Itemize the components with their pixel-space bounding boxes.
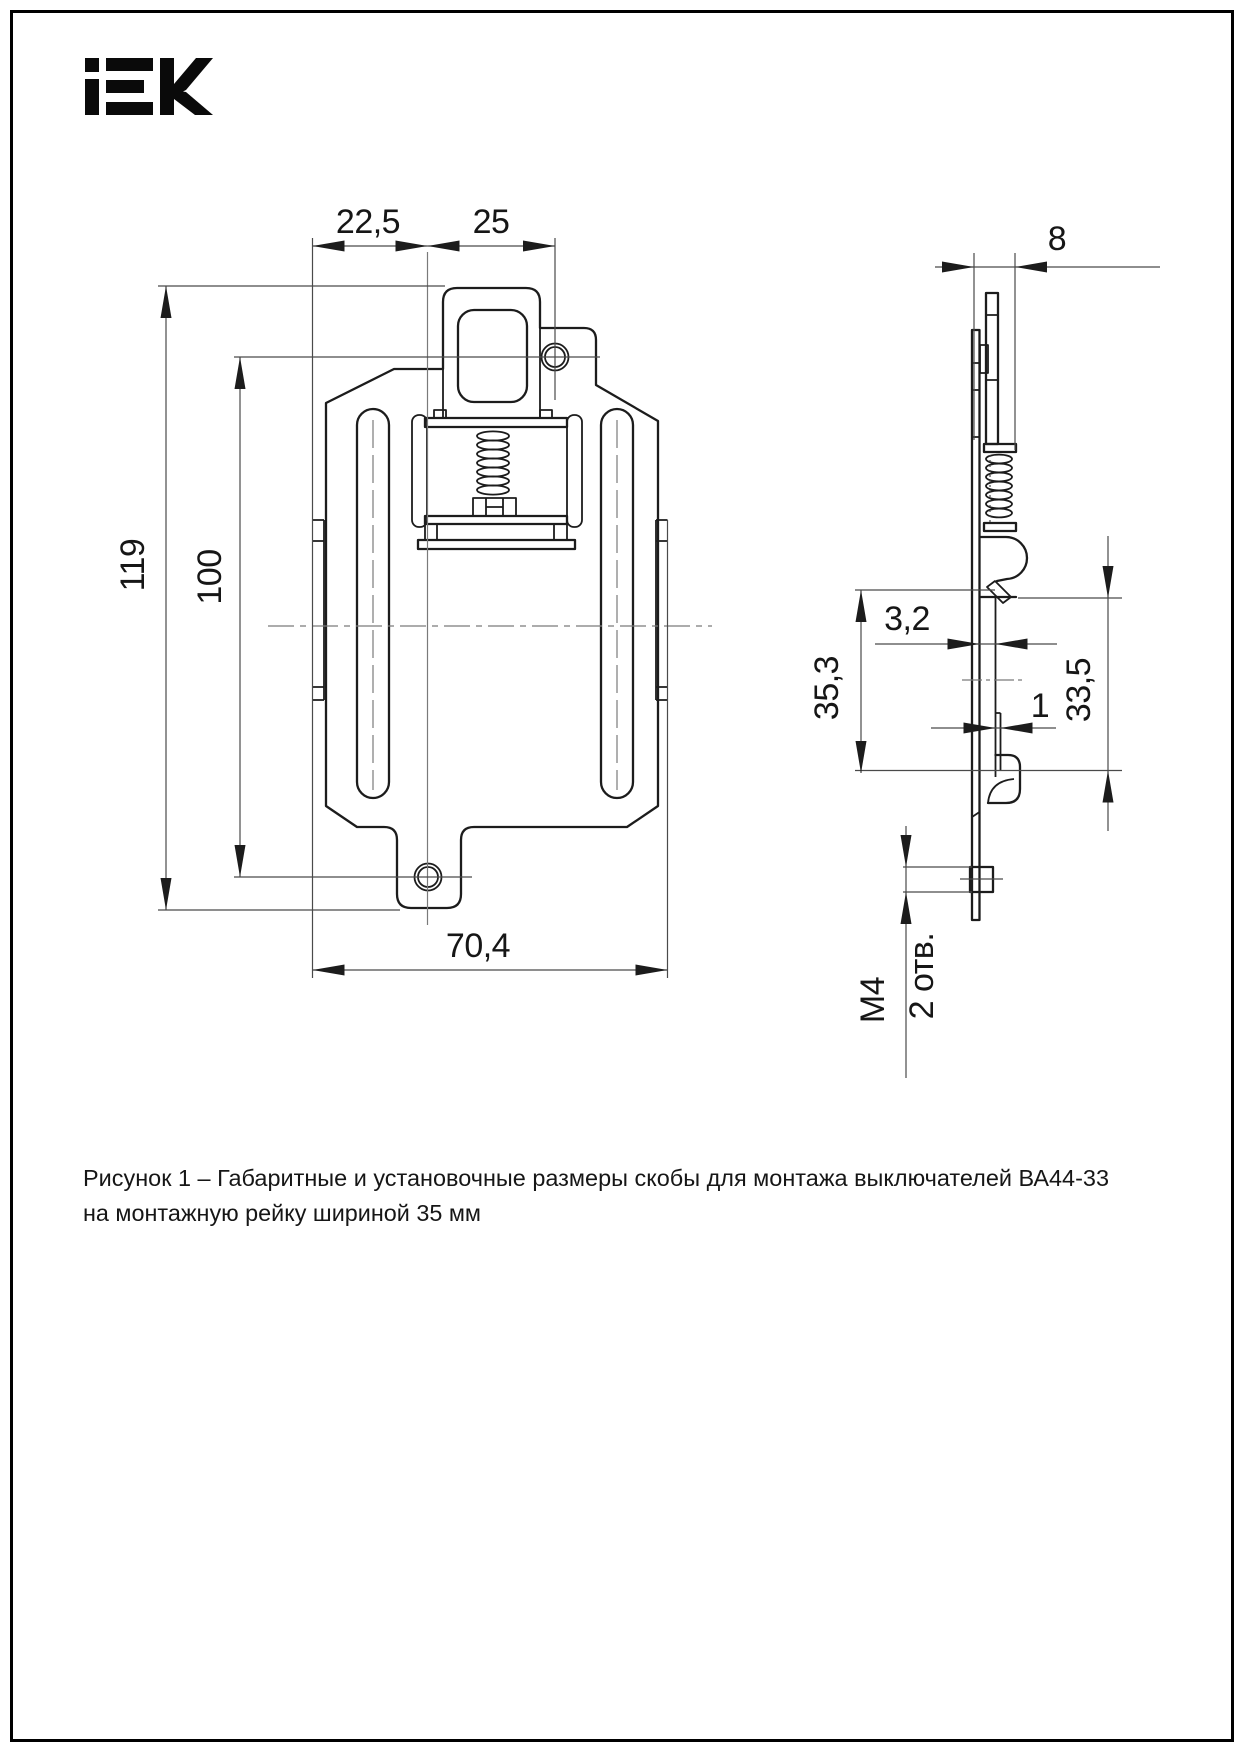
- dim-119-label: 119: [114, 538, 152, 592]
- figure-caption: [83, 1165, 1109, 1226]
- dim-35-3-label: 35,3: [808, 655, 846, 721]
- slot-centerlines: [373, 420, 617, 790]
- front-dimension-arrows: [161, 241, 668, 976]
- page-border: [12, 12, 1233, 1741]
- caption-line-1: Рисунок 1 – Габаритные и установочные размеры скобы для монтажа выключателей ВА44-33: [83, 1165, 1109, 1191]
- dim-25-label: 25: [472, 203, 510, 241]
- front-view: [114, 203, 712, 978]
- crossbar-tab-right: [540, 410, 552, 418]
- bottom-plate: [418, 540, 575, 549]
- dim-22-5-label: 22,5: [335, 203, 401, 241]
- upper-crossbar: [425, 418, 567, 427]
- back-plate: [972, 330, 980, 920]
- spring-coil: [477, 431, 509, 494]
- plate-risers: [425, 524, 567, 540]
- lower-crossbar: [425, 516, 567, 524]
- logo-k-lower-arm: [174, 90, 213, 115]
- logo-i-stem: [85, 79, 99, 115]
- dim-1-label: 1: [1030, 687, 1050, 725]
- iek-logo: [85, 58, 213, 115]
- rail-hook: [980, 537, 1027, 581]
- lower-plate-edge: [984, 523, 1016, 531]
- latch-block: [473, 498, 516, 515]
- dim-8-label: 8: [1047, 220, 1067, 258]
- side-view: [808, 220, 1160, 1078]
- logo-e-mid: [106, 80, 144, 93]
- spring-mechanism: [412, 410, 582, 549]
- bracket-outer-outline: [326, 288, 658, 908]
- dim-33-5-label: 33,5: [1060, 657, 1098, 723]
- dim-70-4-label: 70,4: [445, 927, 511, 965]
- thread-m4-label: M4: [854, 976, 892, 1024]
- crossbar-tab-left: [434, 410, 446, 418]
- rail-lip: [996, 597, 1001, 777]
- dim-3-2-label: 3,2: [884, 600, 930, 638]
- logo-e-top: [106, 58, 153, 71]
- logo-i-dot: [85, 58, 99, 72]
- left-guide-strip: [412, 415, 427, 527]
- logo-k-stem: [160, 58, 174, 115]
- front-extension-lines: [158, 238, 668, 978]
- latch-release-curve: [988, 779, 1014, 803]
- logo-e-bottom: [106, 102, 153, 115]
- right-guide-strip: [567, 415, 582, 527]
- bottom-latch: [988, 755, 1020, 803]
- dim-100-label: 100: [191, 549, 229, 605]
- left-flange: [313, 520, 325, 700]
- caption-line-2: на монтажную рейку шириной 35 мм: [83, 1200, 481, 1226]
- tab-window: [458, 310, 527, 402]
- holes-count-label: 2 отв.: [903, 932, 941, 1020]
- hook-tooth: [987, 581, 1011, 603]
- upper-plate-edge: [984, 444, 1016, 452]
- side-dimension-arrows: [856, 262, 1114, 925]
- logo-k-upper-arm: [174, 58, 213, 96]
